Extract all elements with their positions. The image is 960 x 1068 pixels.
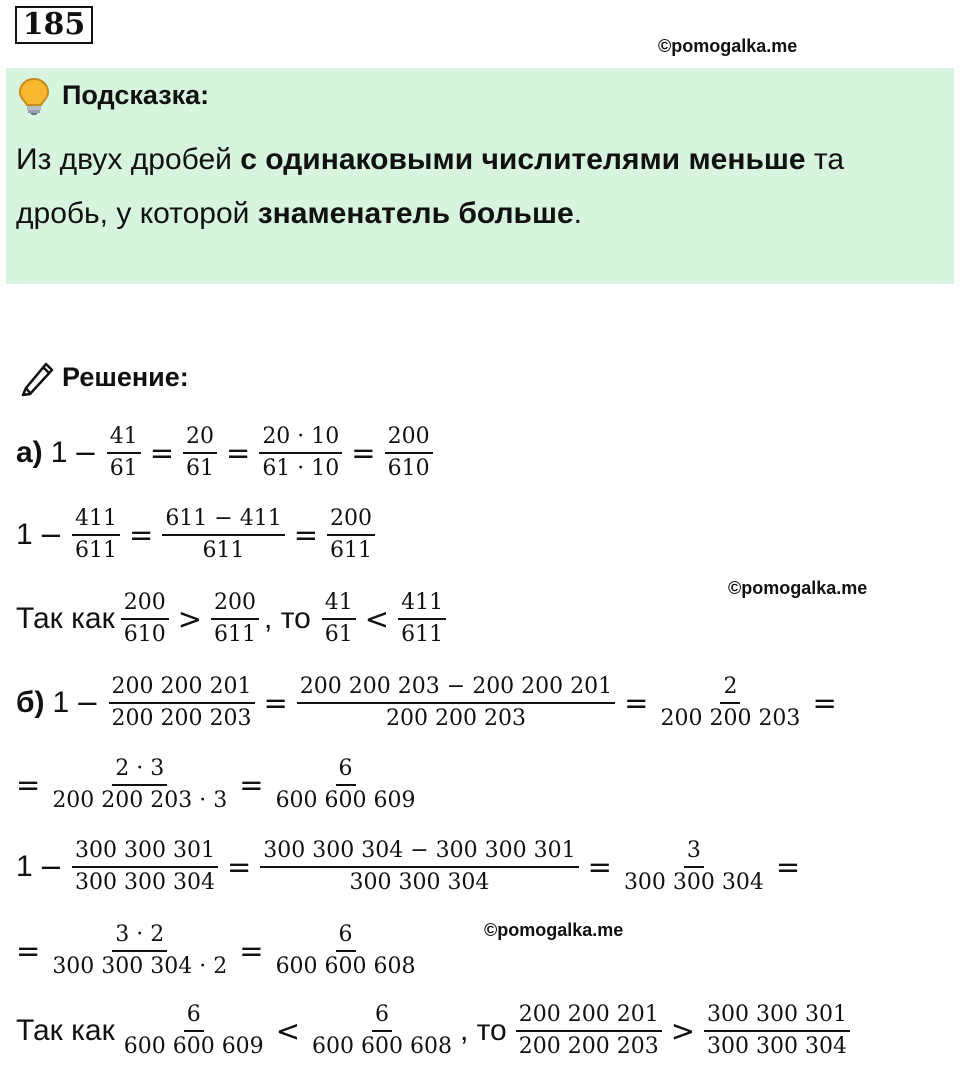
number: 1 — [50, 436, 68, 469]
equation-b3 — [16, 832, 806, 902]
equation-b1 — [16, 668, 843, 738]
then-text: , то — [264, 602, 311, 635]
hint-line-2 — [16, 196, 582, 232]
denominator: 61 — [324, 622, 353, 647]
fraction — [621, 838, 767, 897]
operator: = — [16, 768, 41, 802]
operator: = — [351, 436, 376, 470]
fraction — [49, 756, 230, 815]
hint-text: . — [573, 197, 582, 230]
fraction — [273, 756, 419, 815]
operator: = — [226, 436, 251, 470]
numerator: 200 — [121, 590, 169, 620]
fraction — [259, 424, 342, 483]
denominator: 300 300 304 — [349, 870, 490, 895]
label-b: б) — [16, 686, 45, 719]
operator: > — [670, 1014, 696, 1048]
denominator: 610 — [123, 622, 166, 647]
hint-text: та — [805, 143, 845, 176]
equation-a1 — [16, 418, 436, 488]
fraction — [260, 838, 578, 897]
denominator: 611 — [75, 538, 117, 563]
pencil-icon — [18, 358, 58, 398]
denominator: 300 300 304 — [75, 870, 215, 895]
fraction — [49, 922, 230, 981]
operator: − — [75, 686, 100, 720]
denominator: 200 200 203 — [660, 706, 801, 731]
numerator: 6 — [336, 756, 356, 786]
numerator: 6 — [336, 922, 356, 952]
operator: = — [239, 768, 264, 802]
watermark: ©pomogalka.me — [484, 920, 624, 940]
denominator: 611 — [330, 538, 373, 563]
operator: = — [624, 686, 649, 720]
operator: = — [812, 686, 837, 720]
number: 1 — [16, 518, 33, 551]
equation-b2 — [16, 750, 422, 820]
numerator: 200 200 201 — [109, 674, 255, 704]
operator: − — [73, 436, 98, 470]
operator: = — [226, 850, 252, 884]
operator: = — [16, 934, 41, 968]
denominator: 61 · 10 — [262, 456, 340, 481]
numerator: 200 200 201 — [516, 1002, 662, 1032]
hint-title: Подсказка: — [62, 80, 210, 110]
denominator: 610 — [387, 456, 430, 481]
fraction — [322, 590, 356, 649]
numerator: 2 · 3 — [112, 756, 167, 786]
numerator: 20 — [183, 424, 217, 454]
numerator: 200 — [211, 590, 259, 620]
conclusion-a — [16, 584, 449, 654]
fraction — [657, 674, 803, 733]
denominator: 300 300 304 — [707, 1034, 847, 1059]
denominator: 200 200 203 · 3 — [52, 788, 228, 813]
equation-b4 — [16, 916, 422, 986]
fraction — [516, 1002, 662, 1061]
since-text: Так как — [16, 1014, 115, 1047]
numerator: 300 300 301 — [704, 1002, 850, 1032]
denominator: 61 — [109, 456, 138, 481]
fraction — [297, 674, 615, 733]
denominator: 611 — [202, 538, 245, 563]
lightbulb-icon — [16, 76, 52, 116]
number: 1 — [16, 850, 33, 883]
numerator: 200 200 203 − 200 200 201 — [297, 674, 615, 704]
denominator: 611 — [401, 622, 444, 647]
operator: − — [38, 850, 63, 884]
denominator: 300 300 304 — [623, 870, 764, 895]
denominator: 600 600 608 — [275, 954, 416, 979]
denominator: 200 200 203 — [111, 706, 252, 731]
then-text: , то — [459, 1014, 507, 1047]
numerator: 6 — [372, 1002, 392, 1032]
label-a: а) — [16, 436, 43, 469]
operator: = — [129, 518, 154, 552]
denominator: 300 300 304 · 2 — [52, 954, 228, 979]
watermark: ©pomogalka.me — [658, 36, 798, 56]
operator: < — [364, 602, 390, 636]
numerator: 300 300 304 − 300 300 301 — [260, 838, 578, 868]
fraction — [211, 590, 259, 649]
numerator: 200 — [385, 424, 433, 454]
numerator: 41 — [322, 590, 356, 620]
fraction — [72, 838, 218, 897]
operator: = — [293, 518, 319, 552]
operator: = — [263, 686, 288, 720]
numerator: 2 — [720, 674, 740, 704]
hint-bold: знаменатель больше — [257, 197, 574, 230]
denominator: 200 200 203 — [386, 706, 526, 731]
equation-a2 — [16, 500, 378, 570]
numerator: 3 — [684, 838, 704, 868]
denominator: 600 600 609 — [275, 788, 416, 813]
numerator: 300 300 301 — [72, 838, 218, 868]
denominator: 200 200 203 — [518, 1034, 659, 1059]
numerator: 6 — [184, 1002, 204, 1032]
hint-text: дробь, у которой — [16, 197, 258, 230]
numerator: 611 − 411 — [162, 506, 284, 536]
fraction — [162, 506, 284, 565]
numerator: 20 · 10 — [259, 424, 342, 454]
operator: > — [177, 602, 203, 636]
hint-text: Из двух дробей — [16, 143, 241, 176]
fraction — [704, 1002, 850, 1061]
operator: = — [775, 850, 801, 884]
fraction — [273, 922, 419, 981]
fraction — [398, 590, 446, 649]
number: 1 — [52, 686, 70, 719]
operator: − — [38, 518, 63, 552]
fraction — [107, 424, 141, 483]
operator: = — [239, 934, 264, 968]
numerator: 41 — [107, 424, 141, 454]
operator: = — [587, 850, 612, 884]
numerator: 200 — [327, 506, 375, 536]
denominator: 600 600 609 — [123, 1034, 264, 1059]
since-text: Так как — [16, 602, 115, 635]
operator: = — [149, 436, 174, 470]
numerator: 411 — [398, 590, 446, 620]
hint-line-1 — [16, 142, 844, 178]
fraction — [327, 506, 375, 565]
numerator: 411 — [72, 506, 120, 536]
watermark: ©pomogalka.me — [728, 578, 868, 598]
task-number: 185 — [15, 6, 93, 44]
denominator: 61 — [186, 456, 214, 481]
denominator: 611 — [214, 622, 257, 647]
fraction — [109, 674, 255, 733]
operator: < — [275, 1014, 300, 1048]
fraction — [385, 424, 433, 483]
numerator: 3 · 2 — [112, 922, 167, 952]
fraction — [121, 590, 169, 649]
fraction — [183, 424, 217, 483]
denominator: 600 600 608 — [312, 1034, 452, 1059]
fraction — [309, 1002, 455, 1061]
hint-bold: с одинаковыми числителями меньше — [240, 143, 806, 176]
fraction — [121, 1002, 267, 1061]
conclusion-b — [16, 996, 853, 1066]
fraction — [72, 506, 120, 565]
solution-title: Решение: — [62, 362, 189, 392]
